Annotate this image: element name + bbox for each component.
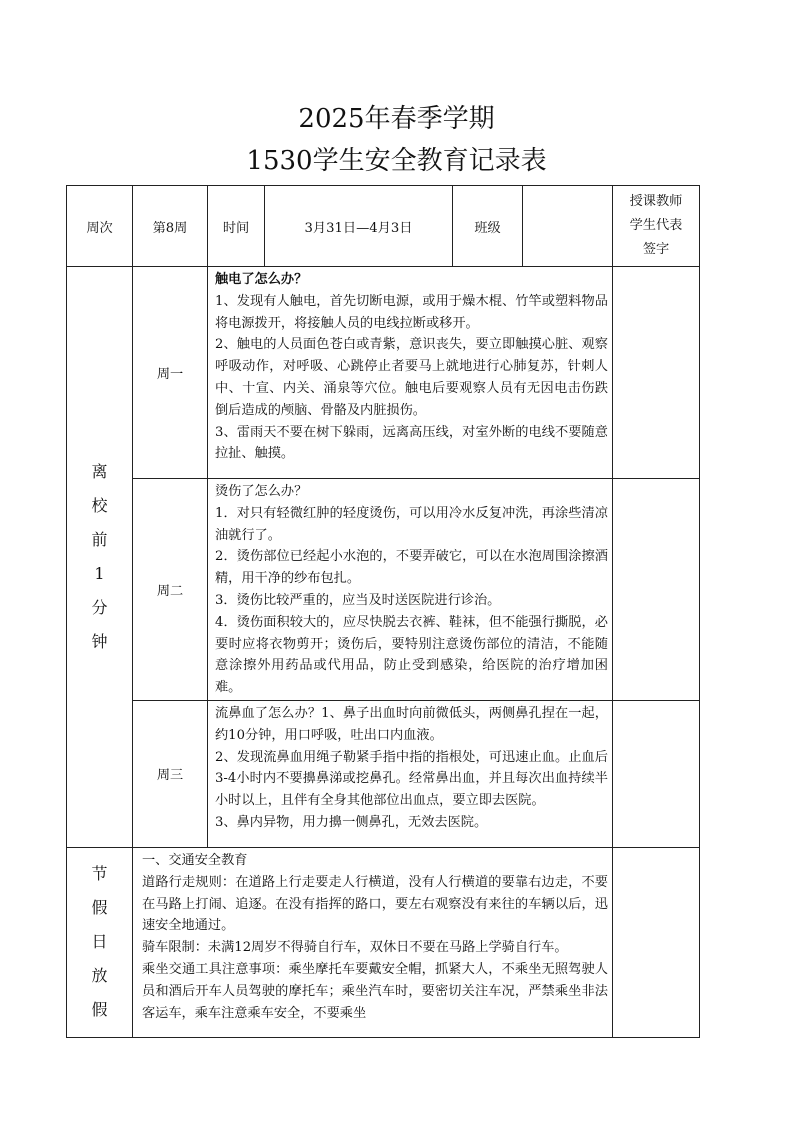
week-label: 周次 — [67, 186, 133, 267]
time-value: 3月31日—4月3日 — [265, 186, 453, 267]
holiday-row — [67, 847, 700, 1037]
day-content — [208, 479, 613, 701]
content-line: 道路行走规则：在道路上行走要走人行横道，没有人行横道的要靠右边走，不要在马路上打闹、追逐。在没有指挥的路口，要左右观察没有来往的车辆以后，迅速安全地通过。 — [142, 874, 608, 934]
signature-cell — [613, 479, 700, 701]
section1-label — [67, 267, 133, 848]
section1-char: 分 — [91, 597, 108, 617]
content-line: 1．对只有轻微红肿的轻度烫伤，可以用冷水反复冲洗，再涂些清凉油就行了。 — [215, 505, 608, 543]
holiday-content — [133, 847, 613, 1037]
title-line-2: 1530学生安全教育记录表 — [246, 146, 547, 176]
time-label: 时间 — [208, 186, 265, 267]
day-row-monday — [67, 267, 700, 479]
content-line: 一、交通安全教育 — [142, 852, 248, 868]
content-line: 2、触电的人员面色苍白或青紫，意识丧失，要立即触摸心脏、观察呼吸动作，对呼吸、心跳停止者要马上就地进行心肺复苏，针刺人中、十宣、内关、涌泉等穴位。触电后要观察人员有无因电击伤跌倒后造成的颅脑、骨骼及内脏损伤。 — [215, 337, 608, 418]
section2-char: 节 — [91, 864, 108, 884]
content-title: 触电了怎么办？ — [215, 272, 308, 287]
record-table — [66, 185, 700, 1038]
section2-label — [67, 847, 133, 1037]
signature-line-1: 授课教师 — [629, 194, 683, 209]
content-line: 4．烫伤面积较大的，应尽快脱去衣裤、鞋袜，但不能强行撕脱，必要时应将衣物剪开；烫伤后，要特别注意烫伤部位的清洁，不能随意涂擦外用药品或代用品，防止受到感染，给医院的治疗增加困难。 — [215, 614, 608, 696]
signature-cell — [613, 700, 700, 847]
day-content — [208, 267, 613, 479]
day-label: 周一 — [133, 267, 208, 479]
day-label: 周二 — [133, 479, 208, 701]
section1-char: 1 — [94, 563, 105, 583]
day-row-tuesday — [67, 479, 700, 701]
signature-cell — [613, 847, 700, 1037]
section2-char: 日 — [91, 932, 108, 952]
day-label: 周三 — [133, 700, 208, 847]
content-line: 2．烫伤部位已经起小水泡的，不要弄破它，可以在水泡周围涂擦酒精，用干净的纱布包扎。 — [215, 549, 608, 587]
section1-char: 离 — [91, 461, 108, 481]
title-line-1: 2025年春季学期 — [298, 104, 495, 134]
content-title: 烫伤了怎么办？ — [215, 484, 308, 499]
content-line: 1、发现有人触电，首先切断电源，或用于燥木棍、竹竿或塑料物品将电源拨开，将接触人员的电线拉断或移开。 — [215, 293, 608, 331]
day-row-wednesday — [67, 700, 700, 847]
class-value — [523, 186, 613, 267]
content-line: 3、鼻内异物，用力擤一侧鼻孔，无效去医院。 — [215, 814, 488, 830]
section1-char: 钟 — [91, 631, 108, 651]
section2-char: 假 — [91, 898, 108, 918]
section1-char: 校 — [91, 495, 108, 515]
content-line: 3．烫伤比较严重的，应当及时送医院进行诊治。 — [215, 592, 501, 608]
content-line: 3、雷雨天不要在树下躲雨，远离高压线，对室外断的电线不要随意拉扯、触摸。 — [215, 424, 608, 462]
signature-line-2: 学生代表 — [629, 218, 683, 233]
signature-header — [613, 186, 700, 267]
content-line: 骑车限制：未满12周岁不得骑自行车，双休日不要在马路上学骑自行车。 — [142, 940, 568, 956]
day-content — [208, 700, 613, 847]
content-line: 乘坐交通工具注意事项：乘坐摩托车要戴安全帽，抓紧大人，不乘坐无照驾驶人员和酒后开车人员驾驶的摩托车；乘坐汽车时，要密切关注车况，严禁乘坐非法客运车，乘车注意乘车安全，不要乘坐 — [142, 961, 608, 1021]
week-value: 第8周 — [133, 186, 208, 267]
header-row — [67, 186, 700, 267]
signature-cell — [613, 267, 700, 479]
section2-char: 假 — [91, 1000, 108, 1020]
section1-char: 前 — [91, 529, 108, 549]
section2-char: 放 — [91, 966, 108, 986]
signature-line-3: 签字 — [642, 242, 670, 257]
content-line: 流鼻血了怎么办？1、鼻子出血时向前微低头，两侧鼻孔捏在一起，约10分钟，用口呼吸，吐出口内血液。 — [215, 705, 608, 743]
class-label: 班级 — [453, 186, 523, 267]
content-line: 2、发现流鼻血用绳子勒紧手指中指的指根处，可迅速止血。止血后3-4小时内不要擤鼻涕或挖鼻孔。经常鼻出血，并且每次出血持续半小时以上，且伴有全身其他部位出血点，要立即去医院。 — [215, 749, 608, 809]
